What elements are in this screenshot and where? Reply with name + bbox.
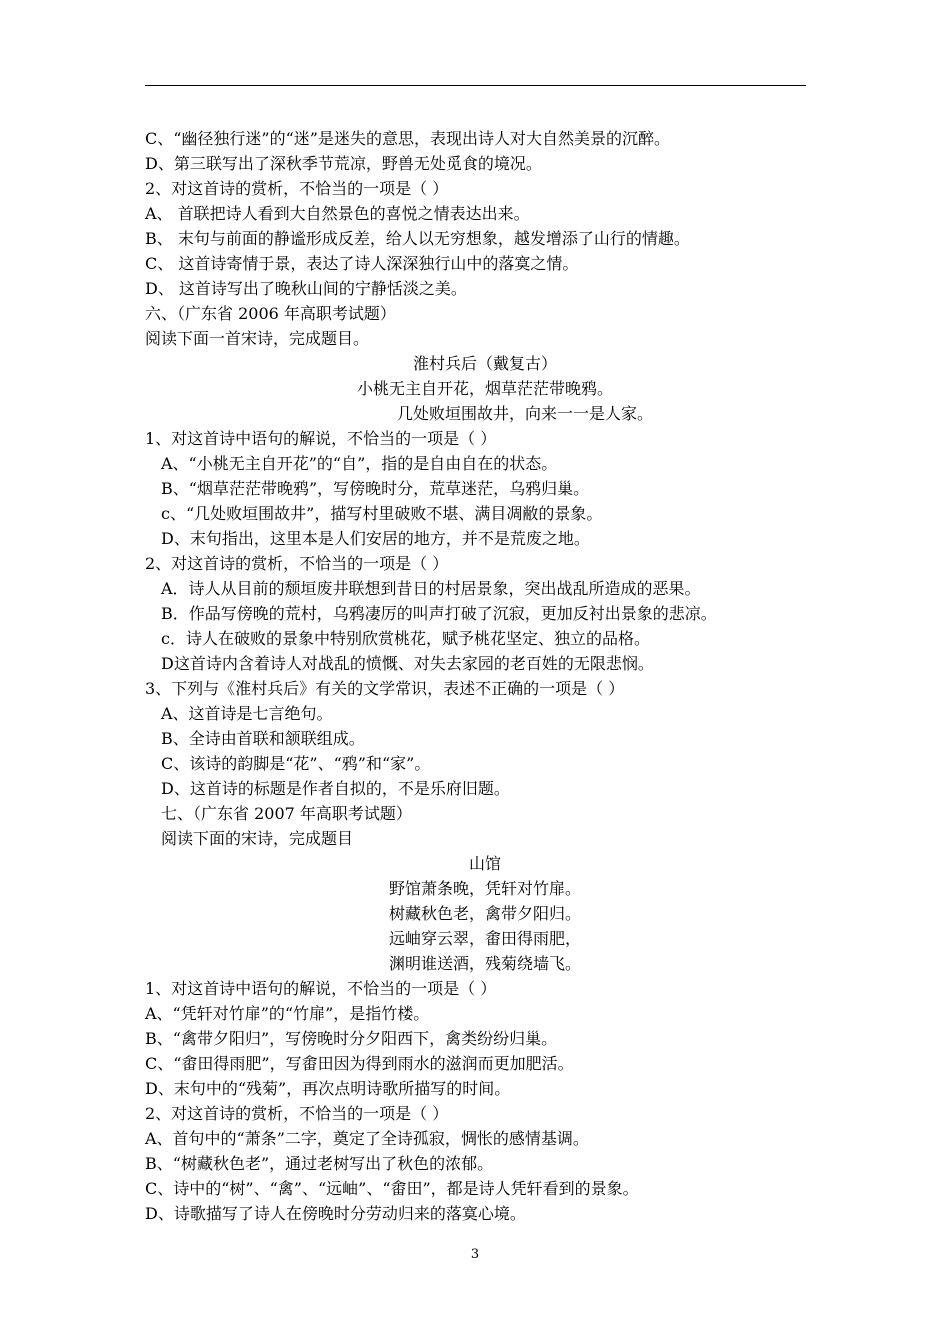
- text-line: C、诗中的“树”、“禽”、“远岫”、“畬田”，都是诗人凭轩看到的景象。: [145, 1179, 639, 1198]
- text-line: A、首句中的“萧条”二字，奠定了全诗孤寂，惆怅的感情基调。: [145, 1129, 589, 1148]
- text-line: 1、对这首诗中语句的解说，不恰当的一项是（ ）: [145, 429, 497, 448]
- poem-line: 远岫穿云翠，畬田得雨肥，: [388, 929, 581, 948]
- text-line: B、“树藏秋色老”，通过老树写出了秋色的浓郁。: [145, 1154, 494, 1173]
- text-line: 阅读下面的宋诗，完成题目: [161, 829, 354, 848]
- text-line: B、全诗由首联和颔联组成。: [161, 729, 365, 748]
- text-line: B、 末句与前面的静谧形成反差，给人以无穷想象，越发增添了山行的情趣。: [145, 229, 690, 248]
- poem-line: 山馆: [468, 854, 501, 873]
- text-line: c．诗人在破败的景象中特别欣赏桃花，赋予桃花坚定、独立的品格。: [161, 629, 650, 648]
- text-line: C、该诗的韵脚是“花”、“鸦”和“家”。: [161, 754, 431, 773]
- page-number: 3: [470, 1247, 480, 1262]
- text-line: A、“凭轩对竹扉”的“竹扉”，是指竹楼。: [145, 1004, 430, 1023]
- poem-line: 渊明谁送酒，残菊绕墙飞。: [388, 954, 581, 973]
- text-line: 1、对这首诗中语句的解说，不恰当的一项是（ ）: [145, 979, 497, 998]
- poem-line: 树藏秋色老，禽带夕阳归。: [388, 904, 581, 923]
- text-line: D、 这首诗写出了晚秋山间的宁静恬淡之美。: [145, 279, 467, 298]
- text-line: 2、对这首诗的赏析，不恰当的一项是（ ）: [145, 554, 449, 573]
- header-rule: [145, 85, 806, 86]
- poem-line: 淮村兵后（戴复古）: [412, 354, 557, 373]
- text-line: 七、（广东省 2007 年高职考试题）: [161, 804, 412, 823]
- text-line: D、末句中的“残菊”，再次点明诗歌所描写的时间。: [145, 1079, 511, 1098]
- text-line: A、 首联把诗人看到大自然景色的喜悦之情表达出来。: [145, 204, 530, 223]
- text-line: D、诗歌描写了诗人在傍晚时分劳动归来的落寞心境。: [145, 1204, 526, 1223]
- text-line: D、这首诗的标题是作者自拟的，不是乐府旧题。: [161, 779, 510, 798]
- text-line: C、 这首诗寄情于景，表达了诗人深深独行山中的落寞之情。: [145, 254, 579, 273]
- text-line: D、第三联写出了深秋季节荒凉，野兽无处觅食的境况。: [145, 154, 542, 173]
- text-line: D、末句指出，这里本是人们安居的地方，并不是荒废之地。: [161, 529, 590, 548]
- text-line: B、“禽带夕阳归”，写傍晚时分夕阳西下，禽类纷纷归巢。: [145, 1029, 558, 1048]
- text-line: A．诗人从目前的颓垣废井联想到昔日的村居景象，突出战乱所造成的恶果。: [161, 579, 701, 598]
- poem-line: 小桃无主自开花，烟草茫茫带晚鸦。: [356, 379, 613, 398]
- text-line: C、“畬田得雨肥”，写畬田因为得到雨水的滋润而更加肥活。: [145, 1054, 574, 1073]
- poem-line: 野馆萧条晚，凭轩对竹扉。: [388, 879, 581, 898]
- text-line: B．作品写傍晚的荒村，乌鸦凄厉的叫声打破了沉寂，更加反衬出景象的悲凉。: [161, 604, 717, 623]
- text-line: 阅读下面一首宋诗，完成题目。: [145, 329, 370, 348]
- text-line: C、“幽径独行迷”的“迷”是迷失的意思，表现出诗人对大自然美景的沉醉。: [145, 129, 670, 148]
- text-line: A、这首诗是七言绝句。: [161, 704, 333, 723]
- document-body: [145, 126, 825, 1226]
- text-line: c、“几处败垣围故井”，描写村里破败不堪、满目凋敝的景象。: [161, 504, 603, 523]
- text-line: 六、（广东省 2006 年高职考试题）: [145, 304, 396, 323]
- text-line: 3、下列与《淮村兵后》有关的文学常识，表述不正确的一项是（ ）: [145, 679, 625, 698]
- text-line: 2、对这首诗的赏析，不恰当的一项是（ ）: [145, 1104, 449, 1123]
- poem-line: 几处败垣围故井，向来一一是人家。: [396, 404, 653, 423]
- text-line: D这首诗内含着诗人对战乱的愤慨、对失去家园的老百姓的无限悲悯。: [161, 654, 654, 673]
- text-line: 2、对这首诗的赏析，不恰当的一项是（ ）: [145, 179, 449, 198]
- text-line: B、“烟草茫茫带晚鸦”，写傍晚时分，荒草迷茫，乌鸦归巢。: [161, 479, 590, 498]
- text-line: A、“小桃无主自开花”的“自”，指的是自由自在的状态。: [161, 454, 558, 473]
